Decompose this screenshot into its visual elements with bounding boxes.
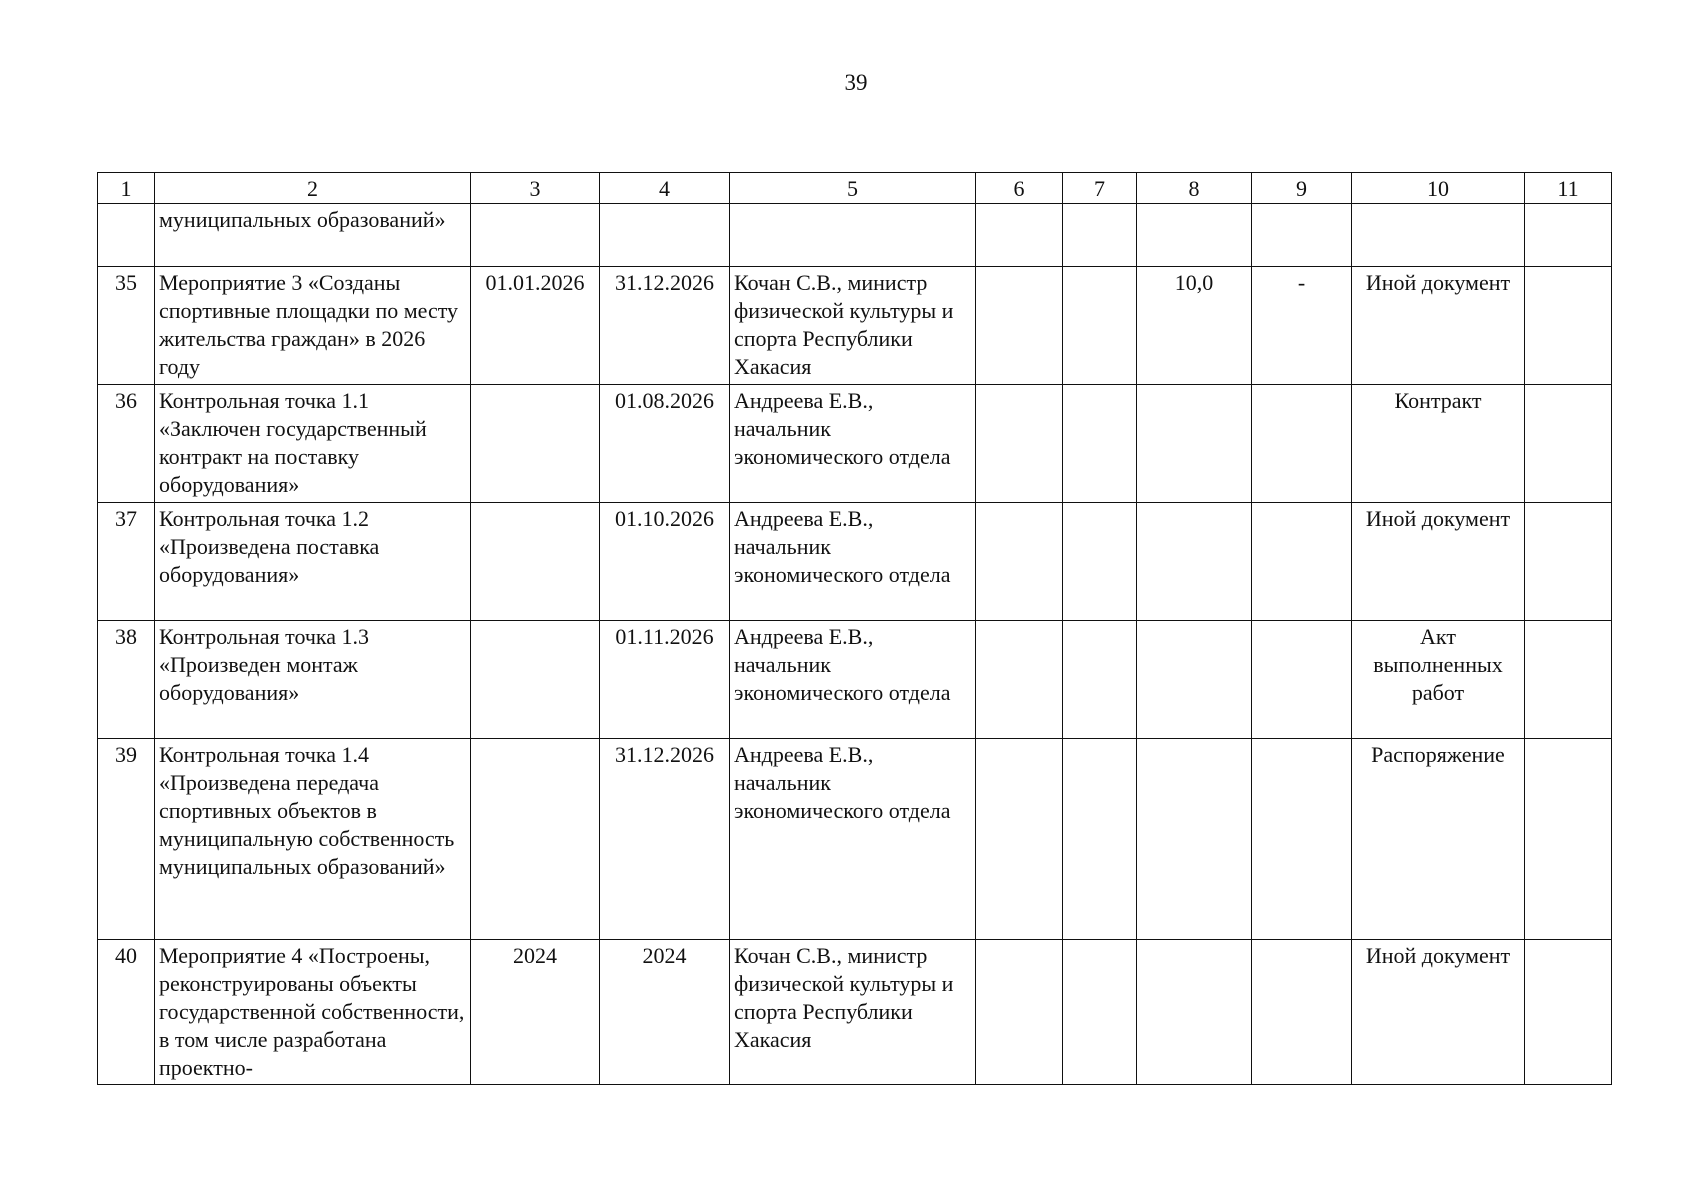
- cell-col-8: [1137, 621, 1252, 739]
- cell-number: 40: [98, 940, 155, 1085]
- cell-col-7: [1063, 739, 1137, 940]
- table-row-37: [98, 503, 1612, 621]
- cell-document: Акт выполненных работ: [1352, 621, 1525, 739]
- cell-col-7: [1063, 204, 1137, 267]
- cell-col-11: [1525, 739, 1612, 940]
- cell-col-9: [1252, 503, 1352, 621]
- cell-col-6: [976, 503, 1063, 621]
- cell-event-name: Контрольная точка 1.1 «Заключен государственный контракт на поставку оборудования»: [155, 385, 471, 503]
- cell-start-date: [471, 503, 600, 621]
- table-row-35: [98, 267, 1612, 385]
- table-row-36: [98, 385, 1612, 503]
- table-row-continuation: [98, 204, 1612, 267]
- cell-col-9: [1252, 385, 1352, 503]
- table-body: [98, 204, 1612, 1085]
- cell-number: 35: [98, 267, 155, 385]
- column-header-9: 9: [1252, 173, 1352, 204]
- cell-number: [98, 204, 155, 267]
- column-header-3: 3: [471, 173, 600, 204]
- cell-start-date: [471, 385, 600, 503]
- cell-end-date: 31.12.2026: [600, 739, 730, 940]
- cell-end-date: 01.10.2026: [600, 503, 730, 621]
- cell-end-date: 31.12.2026: [600, 267, 730, 385]
- table-row-40: [98, 940, 1612, 1085]
- cell-document: Распоряжение: [1352, 739, 1525, 940]
- cell-start-date: 2024: [471, 940, 600, 1085]
- cell-event-name: Контрольная точка 1.4 «Произведена передача спортивных объектов в муниципальную собственность муниципальных образований»: [155, 739, 471, 940]
- cell-responsible: Андреева Е.В., начальник экономического отдела: [730, 621, 976, 739]
- cell-event-name: Мероприятие 4 «Построены, реконструированы объекты государственной собственности, в том числе разработана проектно-: [155, 940, 471, 1085]
- cell-event-name: Контрольная точка 1.2 «Произведена поставка оборудования»: [155, 503, 471, 621]
- cell-number: 39: [98, 739, 155, 940]
- cell-col-6: [976, 385, 1063, 503]
- column-header-8: 8: [1137, 173, 1252, 204]
- cell-col-9: [1252, 621, 1352, 739]
- cell-event-name: Контрольная точка 1.3 «Произведен монтаж оборудования»: [155, 621, 471, 739]
- cell-responsible: [730, 204, 976, 267]
- cell-col-6: [976, 739, 1063, 940]
- cell-end-date: 01.08.2026: [600, 385, 730, 503]
- header-row: [98, 173, 1612, 204]
- cell-col-11: [1525, 267, 1612, 385]
- cell-responsible: Кочан С.В., министр физической культуры и спорта Республики Хакасия: [730, 267, 976, 385]
- cell-event-name: Мероприятие 3 «Созданы спортивные площадки по месту жительства граждан» в 2026 году: [155, 267, 471, 385]
- cell-end-date: 2024: [600, 940, 730, 1085]
- cell-col-6: [976, 940, 1063, 1085]
- cell-col-11: [1525, 503, 1612, 621]
- cell-start-date: [471, 621, 600, 739]
- table-row-38: [98, 621, 1612, 739]
- cell-col-9: [1252, 940, 1352, 1085]
- cell-document: Иной документ: [1352, 267, 1525, 385]
- cell-col-6: [976, 267, 1063, 385]
- cell-document: [1352, 204, 1525, 267]
- cell-start-date: 01.01.2026: [471, 267, 600, 385]
- cell-col-6: [976, 621, 1063, 739]
- column-header-5: 5: [730, 173, 976, 204]
- column-header-10: 10: [1352, 173, 1525, 204]
- cell-col-8: [1137, 739, 1252, 940]
- cell-responsible: Андреева Е.В., начальник экономического отдела: [730, 503, 976, 621]
- cell-col-8: [1137, 385, 1252, 503]
- cell-col-8: [1137, 204, 1252, 267]
- cell-start-date: [471, 739, 600, 940]
- cell-col-11: [1525, 385, 1612, 503]
- cell-col-9: [1252, 739, 1352, 940]
- cell-document: Контракт: [1352, 385, 1525, 503]
- table-header: [98, 173, 1612, 204]
- cell-number: 37: [98, 503, 155, 621]
- cell-document: Иной документ: [1352, 503, 1525, 621]
- cell-responsible: Кочан С.В., министр физической культуры и спорта Республики Хакасия: [730, 940, 976, 1085]
- column-header-4: 4: [600, 173, 730, 204]
- cell-col-7: [1063, 621, 1137, 739]
- plan-table: [97, 172, 1612, 1085]
- cell-col-7: [1063, 940, 1137, 1085]
- cell-col-11: [1525, 940, 1612, 1085]
- cell-col-11: [1525, 204, 1612, 267]
- column-header-11: 11: [1525, 173, 1612, 204]
- cell-col-8: 10,0: [1137, 267, 1252, 385]
- table-row-39: [98, 739, 1612, 940]
- cell-responsible: Андреева Е.В., начальник экономического отдела: [730, 739, 976, 940]
- cell-col-7: [1063, 503, 1137, 621]
- column-header-6: 6: [976, 173, 1063, 204]
- cell-col-6: [976, 204, 1063, 267]
- cell-event-name: муниципальных образований»: [155, 204, 471, 267]
- cell-col-8: [1137, 940, 1252, 1085]
- cell-document: Иной документ: [1352, 940, 1525, 1085]
- column-header-2: 2: [155, 173, 471, 204]
- column-header-1: 1: [98, 173, 155, 204]
- cell-number: 38: [98, 621, 155, 739]
- cell-end-date: [600, 204, 730, 267]
- column-header-7: 7: [1063, 173, 1137, 204]
- cell-number: 36: [98, 385, 155, 503]
- cell-col-8: [1137, 503, 1252, 621]
- cell-col-7: [1063, 267, 1137, 385]
- cell-responsible: Андреева Е.В., начальник экономического отдела: [730, 385, 976, 503]
- cell-col-11: [1525, 621, 1612, 739]
- cell-start-date: [471, 204, 600, 267]
- cell-col-7: [1063, 385, 1137, 503]
- cell-col-9: -: [1252, 267, 1352, 385]
- cell-col-9: [1252, 204, 1352, 267]
- cell-end-date: 01.11.2026: [600, 621, 730, 739]
- page-number: 39: [844, 70, 868, 95]
